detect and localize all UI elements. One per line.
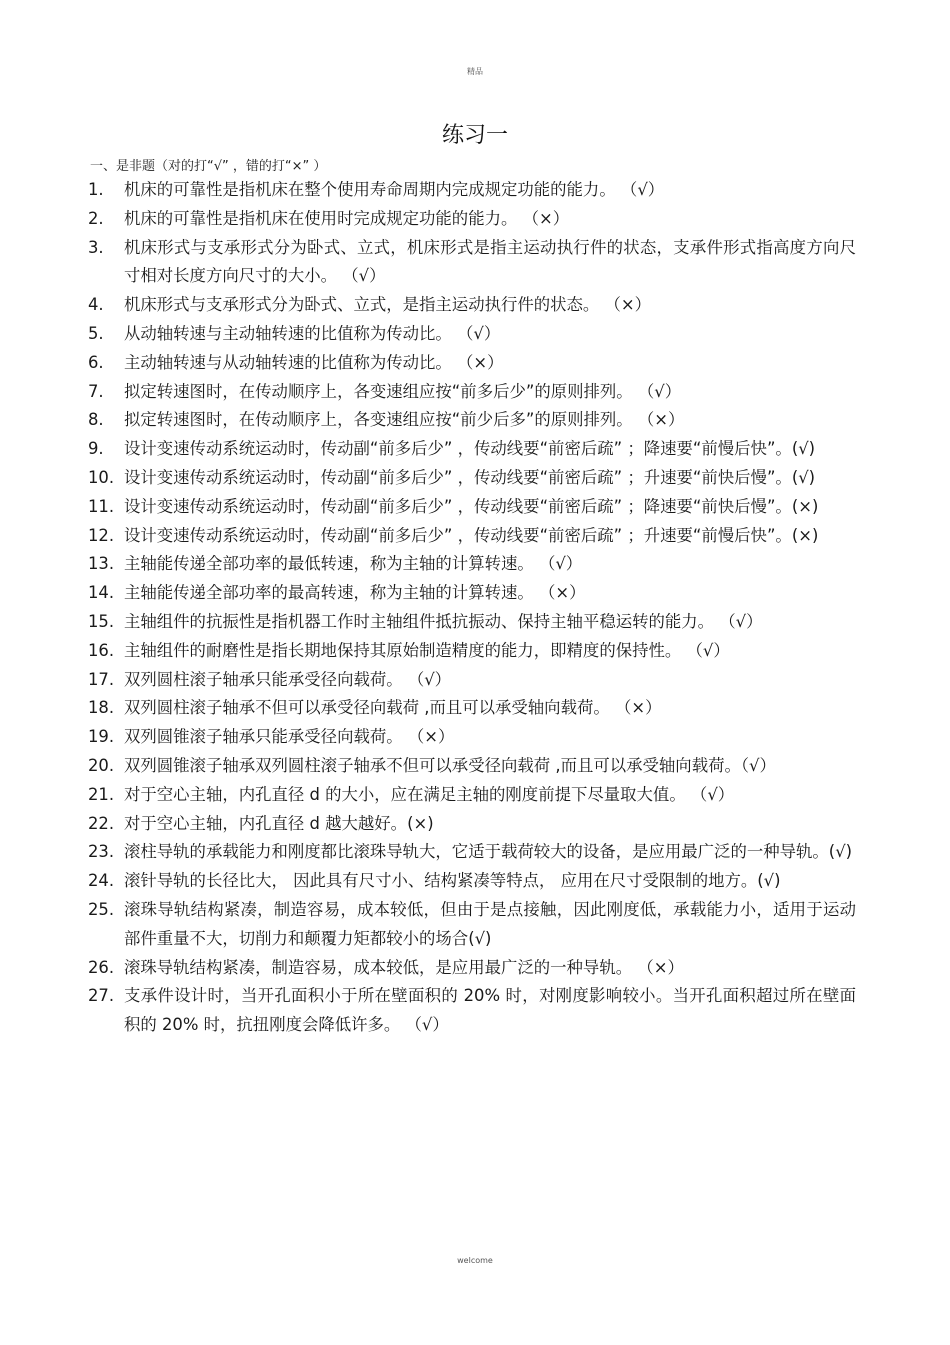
question-text: 从动轴转速与主动轴转速的比值称为传动比。 （√）: [124, 323, 501, 343]
question-item: [88, 838, 878, 867]
question-text: 对于空心主轴，内孔直径 d 越大越好。(×): [124, 813, 434, 833]
question-text: 主轴能传递全部功率的最高转速，称为主轴的计算转速。 （×）: [124, 583, 586, 603]
question-number: 19.: [88, 727, 115, 747]
question-item: [88, 291, 878, 320]
question-number: 10.: [88, 467, 115, 487]
question-text: 滚珠导轨结构紧凑，制造容易，成本较低，但由于是点接触，因此刚度低，承载能力小，适用于运动部件重量不大，切削力和颠覆力矩都较小的场合(√): [124, 899, 856, 948]
question-text: 拟定转速图时，在传动顺序上，各变速组应按“前少后多”的原则排列。 （×）: [124, 410, 685, 430]
question-text: 滚珠导轨结构紧凑，制造容易，成本较低，是应用最广泛的一种导轨。 （×）: [124, 957, 684, 977]
question-text: 设计变速传动系统运动时，传动副“前多后少” ，传动线要“前密后疏” ；升速要“前慢后快”。(×): [124, 525, 819, 545]
question-number: 27.: [88, 986, 115, 1006]
question-number: 26.: [88, 957, 115, 977]
question-item: [88, 435, 878, 464]
question-text: 设计变速传动系统运动时，传动副“前多后少” ，传动线要“前密后疏” ；降速要“前快后慢”。(×): [124, 496, 819, 516]
question-number: 25.: [88, 899, 115, 919]
question-number: 12.: [88, 525, 115, 545]
question-number: 16.: [88, 640, 115, 660]
question-text: 主轴组件的抗振性是指机器工作时主轴组件抵抗振动、保持主轴平稳运转的能力。 （√）: [124, 611, 763, 631]
question-item: [88, 752, 878, 781]
question-item: [88, 579, 878, 608]
question-number: 20.: [88, 755, 115, 775]
question-number: 15.: [88, 611, 115, 631]
question-number: 11.: [88, 496, 115, 516]
question-text: 主轴能传递全部功率的最低转速，称为主轴的计算转速。 （√）: [124, 554, 583, 574]
question-text: 支承件设计时，当开孔面积小于所在壁面积的 20% 时，对刚度影响较小。当开孔面积超过所在壁面积的 20% 时，抗扭刚度会降低许多。 （√）: [124, 986, 856, 1035]
question-number: 13.: [88, 554, 115, 574]
question-item: [88, 810, 878, 839]
question-text: 对于空心主轴，内孔直径 d 的大小，应在满足主轴的刚度前提下尽量取大值。 （√）: [124, 784, 735, 804]
question-item: [88, 781, 878, 810]
question-item: [88, 723, 878, 752]
question-item: [88, 349, 878, 378]
question-text: 机床的可靠性是指机床在整个使用寿命周期内完成规定功能的能力。 （√）: [124, 180, 665, 199]
question-number: 9.: [88, 439, 104, 459]
question-number: 7.: [88, 381, 104, 401]
question-number: 6.: [88, 352, 104, 372]
question-item: [88, 522, 878, 551]
page-header: 精品: [467, 67, 483, 76]
page-title: 练习一: [441, 123, 508, 148]
question-text: 设计变速传动系统运动时，传动副“前多后少” ，传动线要“前密后疏” ；降速要“前慢后快”。(√): [124, 439, 816, 459]
question-number: 3.: [88, 237, 104, 257]
question-item: [88, 234, 878, 292]
question-text: 双列圆柱滚子轴承不但可以承受径向载荷 ,而且可以承受轴向载荷。 （×）: [124, 698, 662, 718]
question-text: 机床形式与支承形式分为卧式、立式，机床形式是指主运动执行件的状态，支承件形式指高度方向尺寸相对长度方向尺寸的大小。 （√）: [124, 237, 856, 286]
question-number: 8.: [88, 410, 104, 430]
question-number: 5.: [88, 323, 104, 343]
question-item: [88, 666, 878, 695]
question-list: [88, 176, 878, 1040]
question-item: [88, 406, 878, 435]
question-item: [88, 378, 878, 407]
question-text: 双列圆锥滚子轴承只能承受径向载荷。 （×）: [124, 727, 455, 747]
question-item: [88, 176, 878, 205]
question-text: 机床的可靠性是指机床在使用时完成规定功能的能力。 （×）: [124, 208, 570, 228]
question-number: 2.: [88, 208, 104, 228]
question-text: 双列圆锥滚子轴承双列圆柱滚子轴承不但可以承受径向载荷 ,而且可以承受轴向载荷。（√）: [124, 755, 776, 775]
question-number: 17.: [88, 669, 115, 689]
question-number: 4.: [88, 295, 104, 315]
section-heading: 一、是非题（对的打“√” ，错的打“×” ）: [90, 159, 327, 174]
question-number: 23.: [88, 842, 115, 862]
question-text: 机床形式与支承形式分为卧式、立式，是指主运动执行件的状态。 （×）: [124, 295, 652, 315]
question-number: 18.: [88, 698, 115, 718]
question-number: 24.: [88, 871, 115, 891]
question-item: [88, 550, 878, 579]
question-item: [88, 320, 878, 349]
question-number: 14.: [88, 583, 115, 603]
question-text: 拟定转速图时，在传动顺序上，各变速组应按“前多后少”的原则排列。 （√）: [124, 381, 682, 401]
question-item: [88, 982, 878, 1040]
page-footer: welcome: [457, 1256, 493, 1265]
question-text: 主动轴转速与从动轴转速的比值称为传动比。 （×）: [124, 352, 504, 372]
question-item: [88, 637, 878, 666]
question-text: 设计变速传动系统运动时，传动副“前多后少” ，传动线要“前密后疏” ；升速要“前快后慢”。(√): [124, 467, 816, 487]
question-item: [88, 694, 878, 723]
question-number: 22.: [88, 813, 115, 833]
question-item: [88, 896, 878, 954]
question-text: 滚针导轨的长径比大， 因此具有尺寸小、结构紧凑等特点， 应用在尺寸受限制的地方。(√): [124, 871, 781, 891]
question-number: 1.: [88, 180, 104, 199]
question-item: [88, 205, 878, 234]
question-text: 主轴组件的耐磨性是指长期地保持其原始制造精度的能力，即精度的保持性。 （√）: [124, 640, 730, 660]
question-text: 滚柱导轨的承载能力和刚度都比滚珠导轨大，它适于载荷较大的设备，是应用最广泛的一种导轨。(√): [124, 842, 853, 862]
question-text: 双列圆柱滚子轴承只能承受径向载荷。 （√）: [124, 669, 452, 689]
question-item: [88, 867, 878, 896]
question-item: [88, 954, 878, 983]
question-number: 21.: [88, 784, 115, 804]
question-item: [88, 608, 878, 637]
question-item: [88, 493, 878, 522]
question-item: [88, 464, 878, 493]
